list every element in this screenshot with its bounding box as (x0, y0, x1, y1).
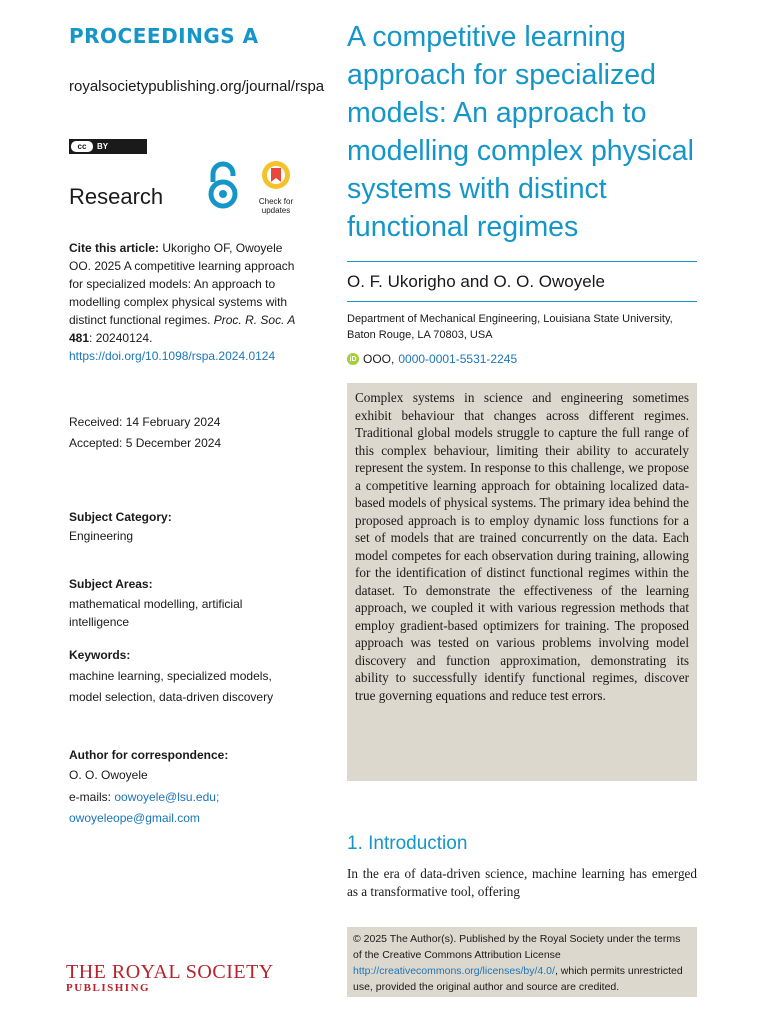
authors: O. F. Ukorigho and O. O. Owoyele (347, 272, 605, 291)
introduction-text: In the era of data-driven science, machine learning has emerged as a transformative tool, offering (347, 866, 697, 899)
title-divider (347, 261, 697, 262)
check-for-updates-icon (259, 160, 293, 192)
orcid-id-label: OOO, (363, 352, 395, 366)
publisher-logo (66, 962, 274, 994)
cite-text: Ukorigho OF, Owoyele OO. 2025 A competitive learning approach for specialized models: An approach to modelling complex physical systems with distinct functional regimes. (69, 241, 295, 327)
email-link-2[interactable]: owoyeleope@gmail.com (69, 811, 200, 825)
emails-label: e-mails: (69, 790, 112, 804)
orcid-icon: iD (347, 353, 359, 365)
cite-journal: Proc. R. Soc. A (213, 313, 296, 327)
correspondence-name: O. O. Owoyele (69, 768, 148, 782)
cc-by-license-badge[interactable] (69, 139, 147, 154)
check-for-updates-badge[interactable] (254, 160, 298, 215)
keywords-label: Keywords: (69, 648, 131, 662)
copyright-notice (347, 927, 697, 997)
article-title: A competitive learning approach for specialized models: An approach to modelling complex physical systems with distinct functional regimes (347, 21, 694, 243)
abstract: Complex systems in science and engineering sometimes exhibit behaviour that changes across different regimes. Traditional global models struggle to capture the full range of this complex behaviour, limiting their ability to accurately represent the system. In response to this challenge, we propose a competitive learning approach for obtaining localized data-based models of physical systems. The primary idea behind the proposed approach is to employ dynamic loss functions for a set of models that are trained concurrently on the data. Each model competes for each observation during training, allowing for the identification of distinct functional regimes within the dataset. To demonstrate the effectiveness of the learning approach, we coupled it with various regression methods that employ gradient-based optimizers for training. The proposed approach was tested on various problems involving model discovery and function approximation, demonstrating its ability to successfully identify functional regimes, discover true governing equations and reduce test errors. (347, 383, 697, 781)
cite-label: Cite this article: (69, 241, 160, 255)
email-link-1[interactable]: oowoyele@lsu.edu; (114, 790, 220, 804)
check-for-updates-line1: Check for (258, 197, 294, 206)
subject-areas: mathematical modelling, artificial intelligence (69, 597, 243, 629)
citation-block (69, 239, 297, 365)
check-for-updates-line2: updates (261, 206, 291, 215)
journal-name: PROCEEDINGS A (69, 24, 259, 48)
cc-badge-right: BY (97, 142, 109, 151)
cite-article-number: : 20240124. (89, 331, 153, 345)
publisher-line-1: THE ROYAL SOCIETY (66, 961, 274, 983)
subject-category: Engineering (69, 529, 134, 543)
cc-badge-left: cc (71, 141, 93, 152)
open-access-icon (205, 160, 241, 210)
orcid-line (347, 352, 517, 366)
journal-url[interactable]: royalsocietypublishing.org/journal/rspa (69, 78, 325, 95)
received-date: Received: 14 February 2024 (69, 415, 221, 429)
orcid-link[interactable]: 0000-0001-5531-2245 (398, 352, 518, 366)
publisher-line-2: PUBLISHING (66, 982, 151, 994)
subject-areas-label: Subject Areas: (69, 577, 153, 591)
article-type: Research (69, 184, 164, 209)
introduction-heading: 1. Introduction (347, 833, 468, 854)
copyright-text-2: , which permits unrestricted use, provided the original author and source are credited. (353, 965, 683, 993)
copyright-text-1: © 2025 The Author(s). Published by the Royal Society under the terms of the Creative Commons Attribution License (353, 933, 681, 961)
correspondence-emails (69, 787, 297, 829)
cite-volume: 481 (69, 331, 90, 345)
authors-divider (347, 301, 697, 302)
subject-category-label: Subject Category: (69, 510, 172, 524)
keywords: machine learning, specialized models, model selection, data-driven discovery (69, 669, 274, 704)
doi-link[interactable]: https://doi.org/10.1098/rspa.2024.0124 (69, 349, 276, 363)
accepted-date: Accepted: 5 December 2024 (69, 436, 222, 450)
affiliation: Department of Mechanical Engineering, Louisiana State University, Baton Rouge, LA 70803, USA (347, 313, 673, 341)
correspondence-label: Author for correspondence: (69, 748, 229, 762)
license-link[interactable]: http://creativecommons.org/licenses/by/4.0/ (353, 965, 555, 977)
